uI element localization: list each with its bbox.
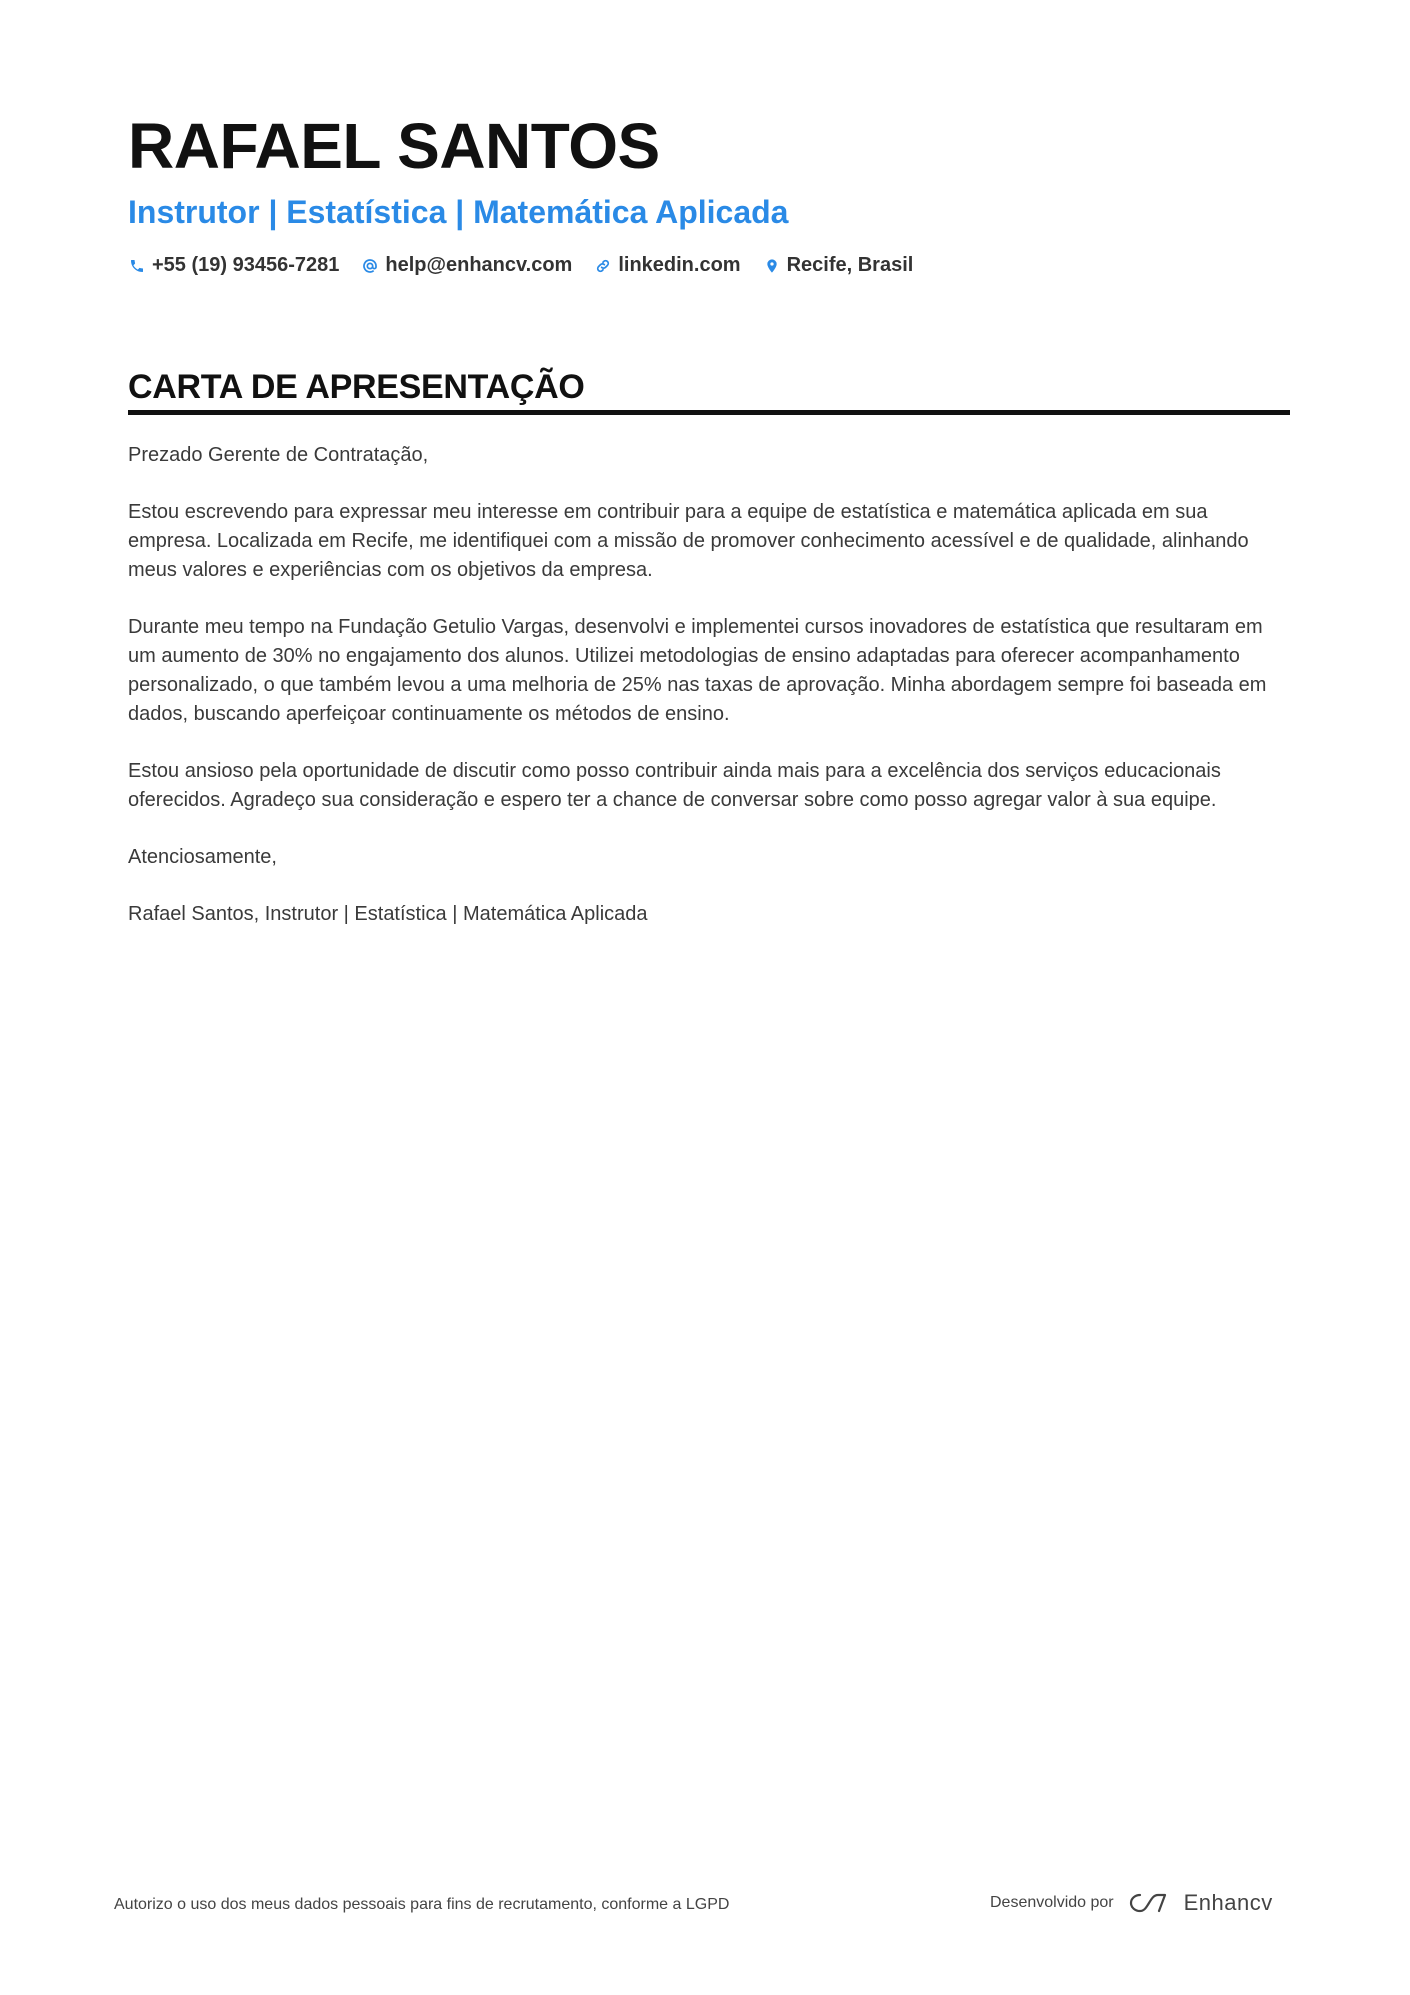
letter-paragraph: Durante meu tempo na Fundação Getulio Vargas, desenvolvi e implementei cursos inovadores de estatística que resultaram em um aumento de 30% no engajamento dos alunos. Utilizei metodologias de ensino adaptadas para oferecer acompanhamento personalizado, o que também levou a uma melhoria de 25% nas taxas de aprovação. Minha abordagem sempre foi baseada em dados, buscando aperfeiçoar continuamente os métodos de ensino. [128, 616, 1267, 725]
at-icon [361, 257, 379, 275]
header [128, 108, 1290, 277]
letter-paragraph: Estou escrevendo para expressar meu interesse em contribuir para a equipe de estatística e matemática aplicada em sua empresa. Localizada em Recife, me identifiquei com a missão de promover conhecimento acessível e de qualidade, alinhando meus valores e experiências com os objetivos da empresa. [128, 501, 1249, 581]
contact-location [763, 254, 914, 277]
powered-by-label: Desenvolvido por [990, 1894, 1114, 1911]
contact-linkedin [594, 254, 740, 277]
contact-bar [128, 254, 1290, 277]
location-pin-icon [763, 257, 781, 275]
phone-icon [128, 257, 146, 275]
letter-closing: Atenciosamente, [128, 846, 277, 868]
letter-body [128, 441, 1290, 929]
link-icon [594, 257, 612, 275]
letter-signature: Rafael Santos, Instrutor | Estatística | Matemática Aplicada [128, 903, 648, 925]
candidate-title: Instrutor | Estatística | Matemática Aplicada [128, 194, 789, 230]
section-divider [128, 410, 1290, 415]
cover-letter-section [128, 366, 1290, 957]
letter-greeting: Prezado Gerente de Contratação, [128, 444, 429, 466]
email-address: help@enhancv.com [385, 254, 573, 276]
location: Recife, Brasil [786, 254, 914, 276]
linkedin-url: linkedin.com [618, 254, 741, 276]
powered-by [990, 1890, 1273, 1916]
candidate-name: RAFAEL SANTOS [128, 110, 660, 182]
contact-email [361, 254, 572, 277]
enhancv-brand: Enhancv [1183, 1890, 1273, 1915]
consent-notice: Autorizo o uso dos meus dados pessoais para fins de recrutamento, conforme a LGPD [114, 1896, 730, 1913]
enhancv-logo-icon [1126, 1890, 1172, 1916]
letter-paragraph: Estou ansioso pela oportunidade de discutir como posso contribuir ainda mais para a excelência dos serviços educacionais oferecidos. Agradeço sua consideração e espero ter a chance de conversar sobre como posso agregar valor à sua equipe. [128, 760, 1221, 811]
contact-phone [128, 254, 339, 277]
phone-number: +55 (19) 93456-7281 [152, 254, 340, 276]
section-title: CARTA DE APRESENTAÇÃO [128, 368, 585, 406]
